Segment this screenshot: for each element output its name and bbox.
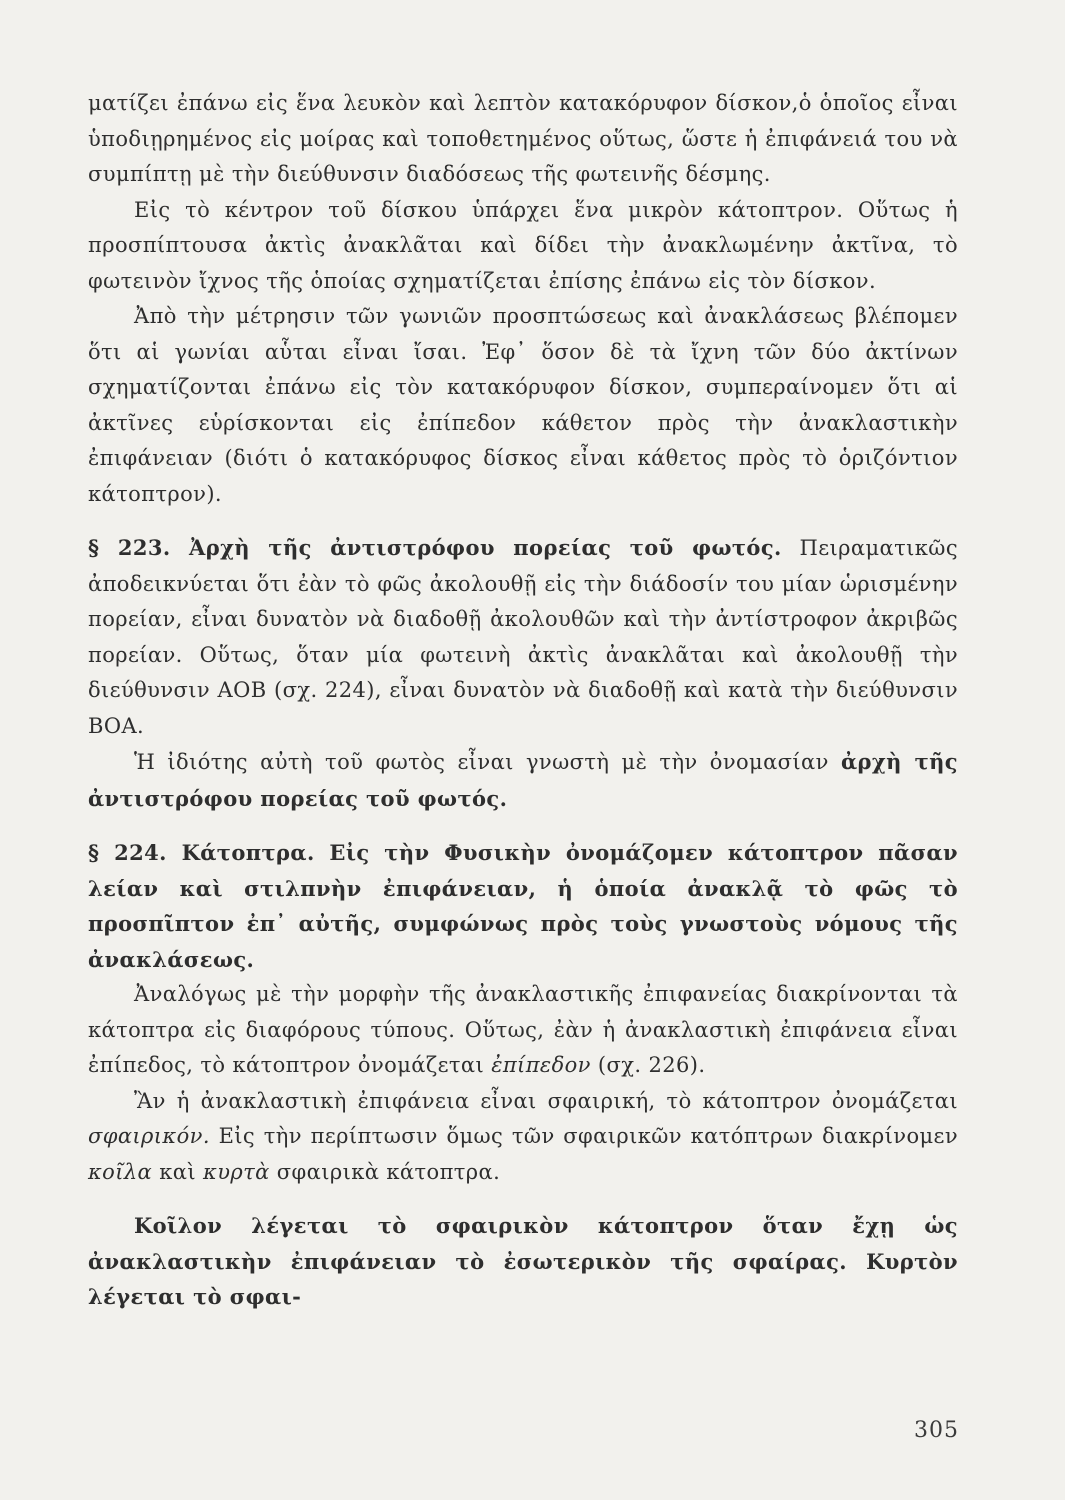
section-224 [88,835,958,977]
paragraph-8 [88,1084,958,1191]
section-223 [88,530,958,744]
paragraph-5 [88,744,958,817]
section-heading: § 224. Κάτοπτρα. Εἰς τὴν Φυσικὴν ὀνομάζομεν κάτοπτρον πᾶσαν λείαν καὶ στιλπνὴν ἐπιφάνειαν, ἡ ὁποία ἀνακλᾷ τὸ φῶς τὸ προσπῖπτον ἐπ᾽ αὐτῆς, συμφώνως πρὸς τοὺς γνωστοὺς νόμους τῆς ἀνακλάσεως. [88,840,958,972]
text-run: Πειραματικῶς ἀποδεικνύεται ὅτι ἐὰν τὸ φῶς ἀκολουθῇ εἰς τὴν διάδοσίν του μίαν ὡρισμένην πορείαν, εἶναι δυνατὸν νὰ διαδοθῇ ἀκολουθῶν καὶ τὴν ἀντίστροφον ἀκριβῶς πορείαν. Οὕτως, ὅταν μία φωτεινὴ ἀκτὶς ἀνακλᾶται καὶ ἀκολουθῇ τὴν διεύθυνσιν ΑΟΒ (σχ. 224), εἶναι δυνατὸν νὰ διαδοθῇ καὶ κατὰ τὴν διεύθυνσιν ΒΟΑ. [88,536,958,738]
paragraph-2 [88,193,958,300]
text-run: Ἀναλόγως μὲ τὴν μορφὴν τῆς ἀνακλαστικῆς ἐπιφανείας διακρίνονται τὰ κάτοπτρα εἰς διαφόρους τύπους. Οὕτως, ἐὰν ἡ ἀνακλαστικὴ ἐπιφάνεια εἶναι ἐπίπεδος, τὸ κάτοπτρον ὀνομάζεται [88,982,958,1077]
text-run: ματίζει ἐπάνω εἰς ἕνα λευκὸν καὶ λεπτὸν κατακόρυφον δίσκον,ὁ ὁποῖος εἶναι ὑποδιῃρημένος εἰς μοίρας καὶ τοποθετημένος οὕτως, ὥστε ἡ ἐπιφάνειά του νὰ συμπίπτῃ μὲ τὴν διεύθυνσιν διαδόσεως τῆς φωτεινῆς δέσμης. [88,91,958,186]
text-run: (σχ. 226). [590,1053,706,1077]
text-run: Εἰς τὸ κέντρον τοῦ δίσκου ὑπάρχει ἕνα μικρὸν κάτοπτρον. Οὕτως ἡ προσπίπτουσα ἀκτὶς ἀνακλᾶται καὶ δίδει τὴν ἀνακλωμένην ἀκτῖνα, τὸ φωτεινὸν ἴχνος τῆς ὁποίας σχηματίζεται ἐπίσης ἐπάνω εἰς τὸν δίσκον. [88,197,958,293]
text-run: καὶ [152,1159,204,1184]
paragraph-9 [88,1208,958,1315]
body-text [88,86,958,1315]
paragraph-1 [88,86,958,193]
paragraph-3 [88,299,958,512]
italic-term: ἐπίπεδον [491,1053,591,1077]
italic-term: κυρτὰ [203,1159,270,1184]
page-number: 305 [914,1418,959,1443]
text-run: Ἡ ἰδιότης αὐτὴ τοῦ φωτὸς εἶναι γνωστὴ μὲ τὴν ὀνομασίαν [134,750,841,774]
section-heading: Ἀρχὴ τῆς ἀντιστρόφου πορείας τοῦ φωτός. [189,535,782,560]
italic-term: σφαιρικόν. [88,1124,210,1148]
bold-term: ἀρχὴ τῆς ἀντιστρόφου πορείας τοῦ φωτός. [88,749,958,811]
italic-term: κοῖλα [88,1159,153,1184]
paragraph-7 [88,977,958,1084]
text-run: Εἰς τὴν περίπτωσιν ὅμως τῶν σφαιρικῶν κατόπτρων διακρίνομεν [209,1124,958,1148]
text-run: σφαιρικὰ κάτοπτρα. [269,1159,501,1184]
text-run: Ἂν ἡ ἀνακλαστικὴ ἐπιφάνεια εἶναι σφαιρική, τὸ κάτοπτρον ὀνομάζεται [134,1088,958,1113]
text-run: Κοῖλον λέγεται τὸ σφαιρικὸν κάτοπτρον ὅταν ἔχῃ ὡς ἀνακλαστικὴν ἐπιφάνειαν τὸ ἐσωτερικὸν τῆς σφαίρας. Κυρτὸν λέγεται τὸ σφαι- [88,1213,958,1309]
text-run: Ἀπὸ τὴν μέτρησιν τῶν γωνιῶν προσπτώσεως καὶ ἀνακλάσεως βλέπομεν ὅτι αἱ γωνίαι αὗται εἶναι ἴσαι. Ἐφ᾽ ὅσον δὲ τὰ ἴχνη τῶν δύο ἀκτίνων σχηματίζονται ἐπάνω εἰς τὸν κατακόρυφον δίσκον, συμπεραίνομεν ὅτι αἱ ἀκτῖνες εὑρίσκονται εἰς ἐπίπεδον κάθετον πρὸς τὴν ἀνακλαστικὴν ἐπιφάνειαν (διότι ὁ κατακόρυφος δίσκος εἶναι κάθετος πρὸς τὸ ὁριζόντιον κάτοπτρον). [88,304,958,506]
section-number: § 223. [88,535,190,560]
